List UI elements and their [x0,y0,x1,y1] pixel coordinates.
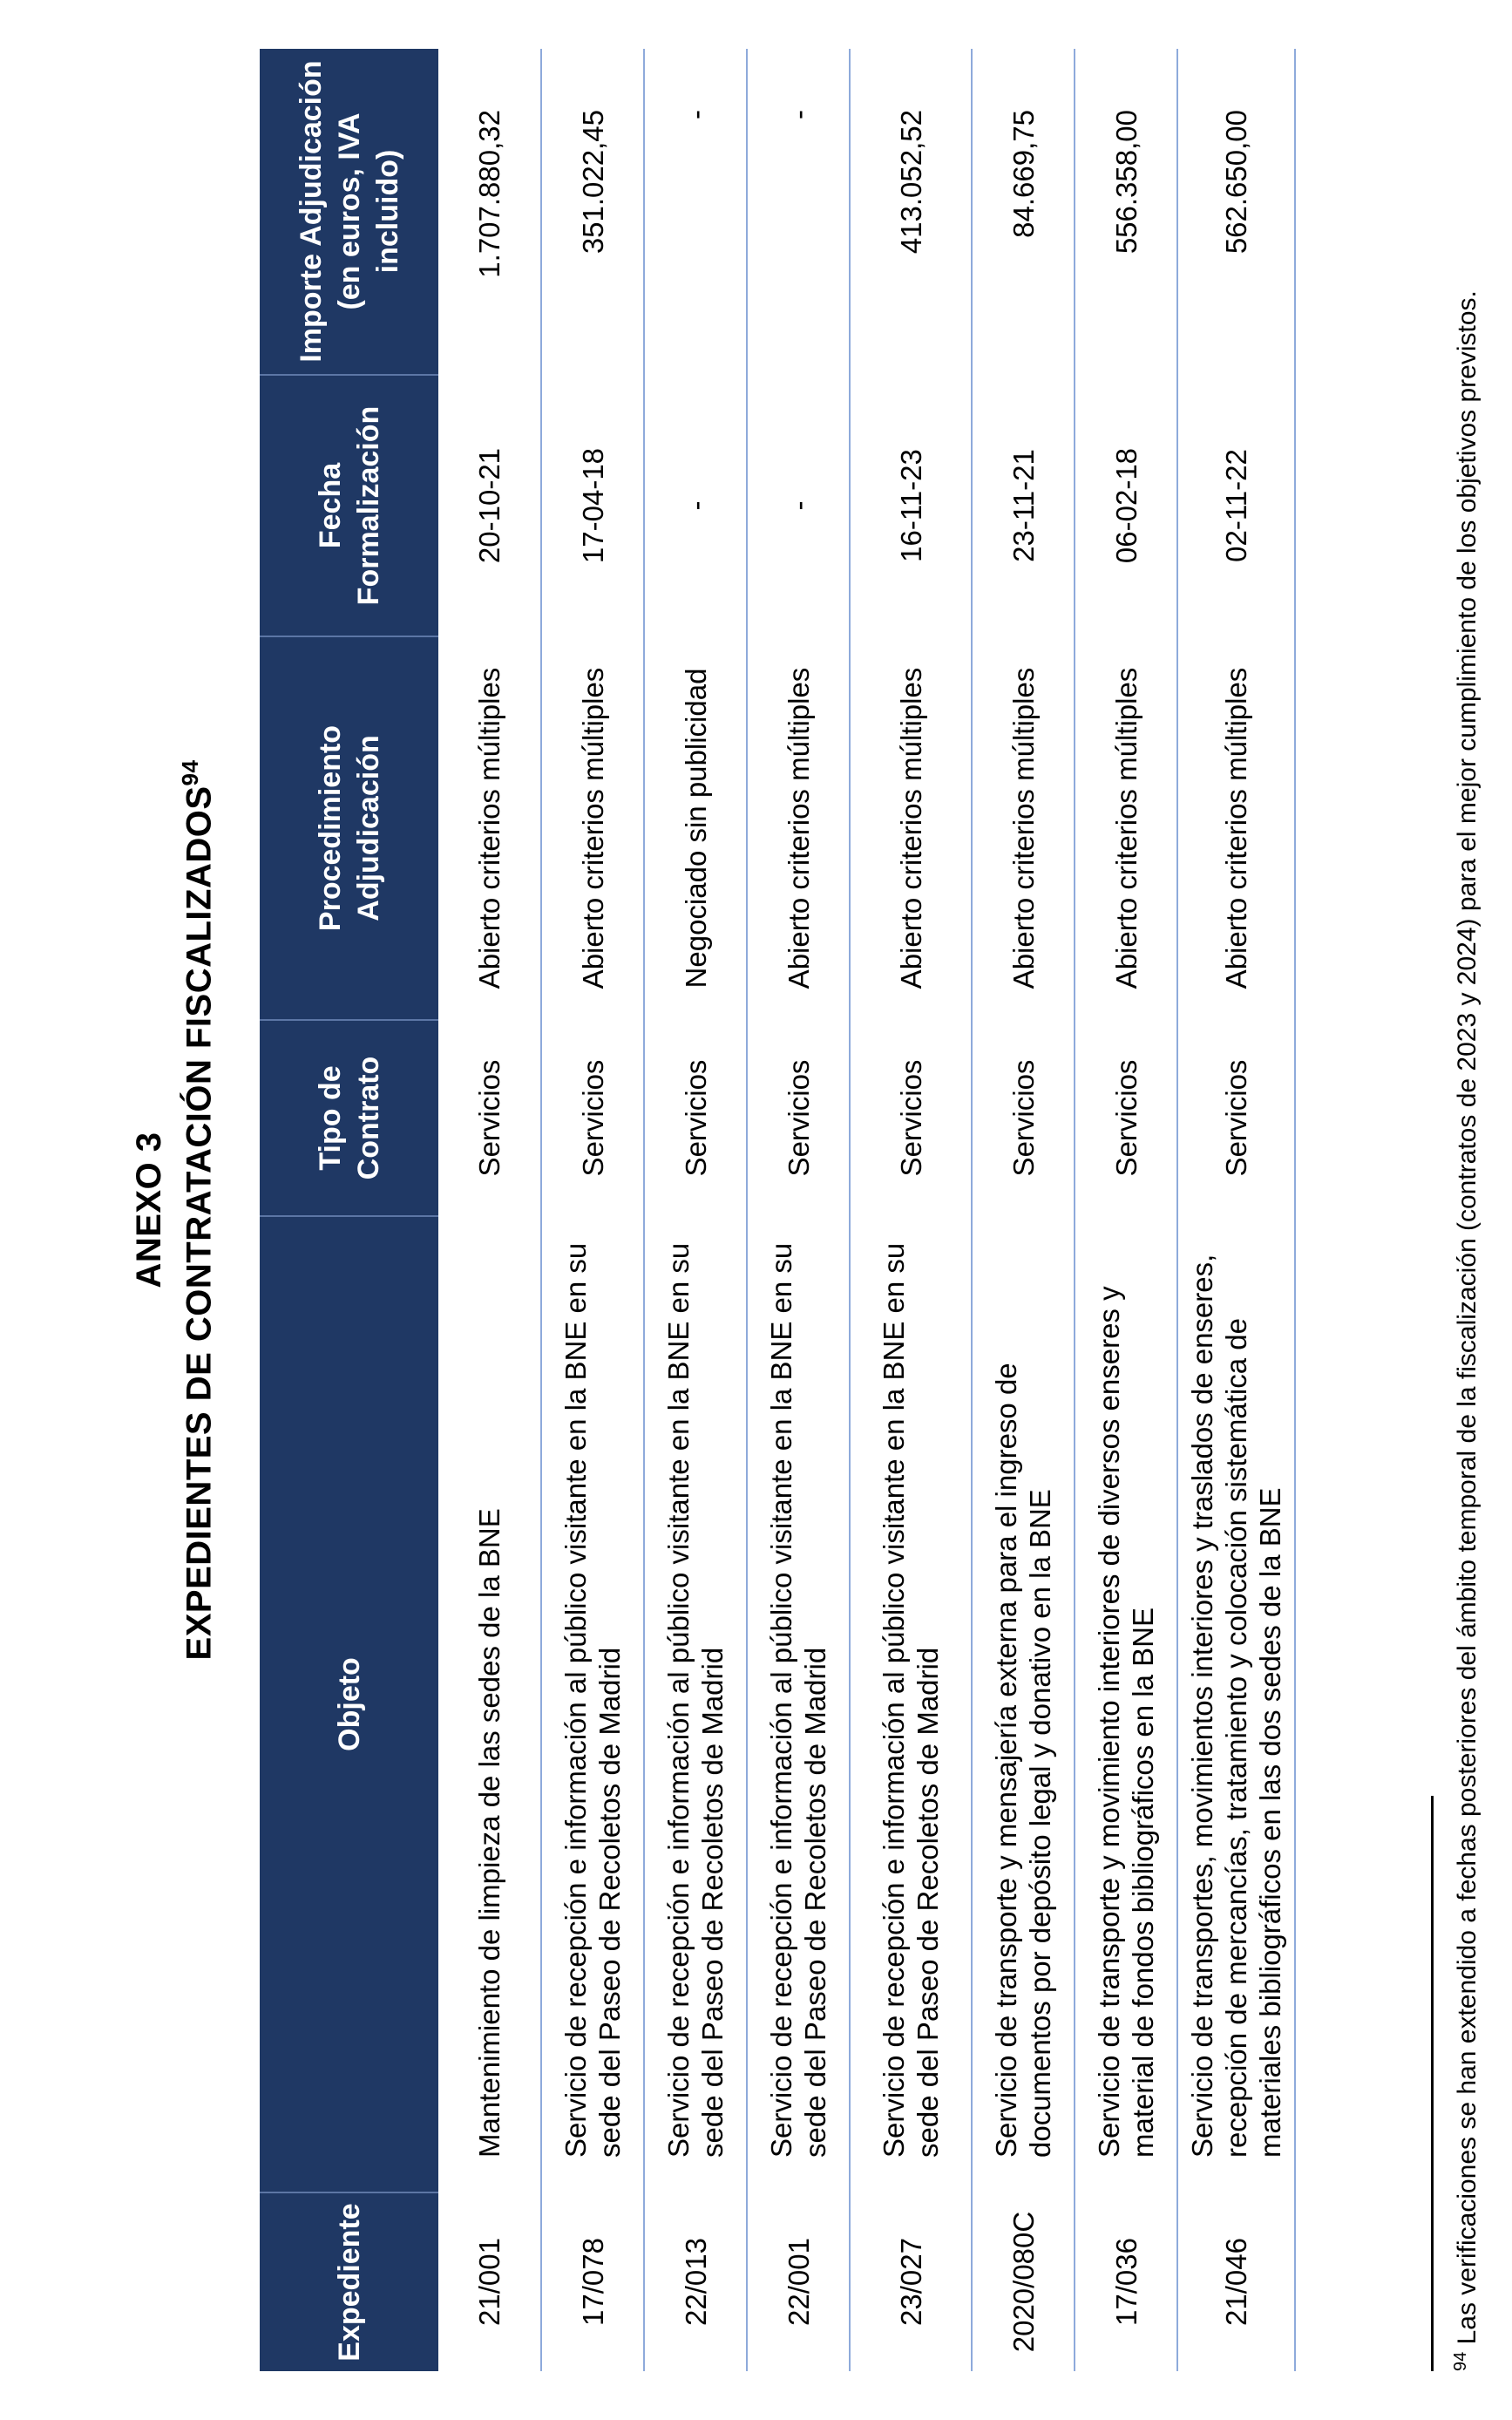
cell-expediente: 21/046 [1177,2192,1295,2371]
table-row [747,49,850,2371]
cell-objeto: Servicio de recepción e información al público visitante en la BNE en su sede del Paseo de Recoletos de Madrid [850,1216,972,2192]
table-row [438,49,541,2371]
cell-fecha: - [747,375,850,636]
annex-subtitle-footnote-ref: 94 [177,759,203,786]
cell-importe: - [644,49,747,375]
cell-procedimiento: Abierto criterios múltiples [1177,636,1295,1020]
cell-procedimiento: Abierto criterios múltiples [1075,636,1177,1020]
cell-procedimiento: Abierto criterios múltiples [850,636,972,1020]
table-header-row [260,49,438,2371]
cell-fecha: 06-02-18 [1075,375,1177,636]
cell-fecha: 02-11-22 [1177,375,1295,636]
annex-subtitle [170,0,220,2420]
cell-expediente: 21/001 [438,2192,541,2371]
cell-expediente: 2020/080C [972,2192,1075,2371]
cell-importe: - [747,49,850,375]
footnote [1445,52,1483,2371]
cell-expediente: 17/036 [1075,2192,1177,2371]
cell-fecha: 20-10-21 [438,375,541,636]
cell-objeto: Servicio de recepción e información al público visitante en la BNE en su sede del Paseo de Recoletos de Madrid [541,1216,644,2192]
cell-tipo: Servicios [438,1020,541,1216]
table-row [1075,49,1177,2371]
cell-fecha: 17-04-18 [541,375,644,636]
col-header-procedimiento: Procedimiento Adjudicación [260,636,438,1020]
cell-objeto: Servicio de transporte y mensajería externa para el ingreso de documentos por depósito legal y donativo en la BNE [972,1216,1075,2192]
page-title [0,0,220,2420]
cell-procedimiento: Abierto criterios múltiples [438,636,541,1020]
cell-procedimiento: Abierto criterios múltiples [972,636,1075,1020]
table-row [541,49,644,2371]
cell-objeto: Servicio de transportes, movimientos interiores y traslados de enseres, recepción de mercancías, tratamiento y colocación sistemática de materiales bibliográficos en las dos sedes de la BNE [1177,1216,1295,2192]
cell-procedimiento: Abierto criterios múltiples [747,636,850,1020]
cell-importe: 84.669,75 [972,49,1075,375]
cell-tipo: Servicios [1075,1020,1177,1216]
table-body [438,49,1295,2371]
cell-expediente: 23/027 [850,2192,972,2371]
table-row [972,49,1075,2371]
cell-expediente: 22/001 [747,2192,850,2371]
footnote-text: Las verificaciones se han extendido a fechas posteriores del ámbito temporal de la fiscalización (contratos de 2023 y 2024) para el mejor cumplimiento de los objetivos previstos. [1453,290,1481,2345]
cell-fecha: 23-11-21 [972,375,1075,636]
cell-importe: 562.650,00 [1177,49,1295,375]
cell-tipo: Servicios [747,1020,850,1216]
contracts-table [260,49,1296,2371]
cell-tipo: Servicios [972,1020,1075,1216]
footnote-number: 94 [1451,2351,1470,2371]
cell-fecha: 16-11-23 [850,375,972,636]
col-header-fecha: Fecha Formalización [260,375,438,636]
table-header [260,49,438,2371]
table-row [644,49,747,2371]
cell-tipo: Servicios [644,1020,747,1216]
col-header-tipo-contrato: Tipo de Contrato [260,1020,438,1216]
table-row [1177,49,1295,2371]
col-header-expediente: Expediente [260,2192,438,2371]
cell-procedimiento: Negociado sin publicidad [644,636,747,1020]
cell-procedimiento: Abierto criterios múltiples [541,636,644,1020]
cell-importe: 351.022,45 [541,49,644,375]
cell-expediente: 22/013 [644,2192,747,2371]
cell-expediente: 17/078 [541,2192,644,2371]
table-row [850,49,972,2371]
annex-subtitle-text: EXPEDIENTES DE CONTRATACIÓN FISCALIZADOS [180,785,219,1661]
col-header-objeto: Objeto [260,1216,438,2192]
cell-importe: 413.052,52 [850,49,972,375]
cell-tipo: Servicios [1177,1020,1295,1216]
cell-objeto: Servicio de recepción e información al público visitante en la BNE en su sede del Paseo de Recoletos de Madrid [747,1216,850,2192]
annex-title: ANEXO 3 [130,1132,168,1288]
cell-objeto: Servicio de transporte y movimiento interiores de diversos enseres y material de fondos bibliográficos en la BNE [1075,1216,1177,2192]
footnote-separator [1431,1796,1434,2371]
cell-tipo: Servicios [850,1020,972,1216]
cell-importe: 1.707.880,32 [438,49,541,375]
cell-tipo: Servicios [541,1020,644,1216]
cell-objeto: Servicio de recepción e información al público visitante en la BNE en su sede del Paseo de Recoletos de Madrid [644,1216,747,2192]
cell-importe: 556.358,00 [1075,49,1177,375]
cell-objeto: Mantenimiento de limpieza de las sedes de la BNE [438,1216,541,2192]
cell-fecha: - [644,375,747,636]
col-header-importe: Importe Adjudicación (en euros, IVA incluido) [260,49,438,375]
